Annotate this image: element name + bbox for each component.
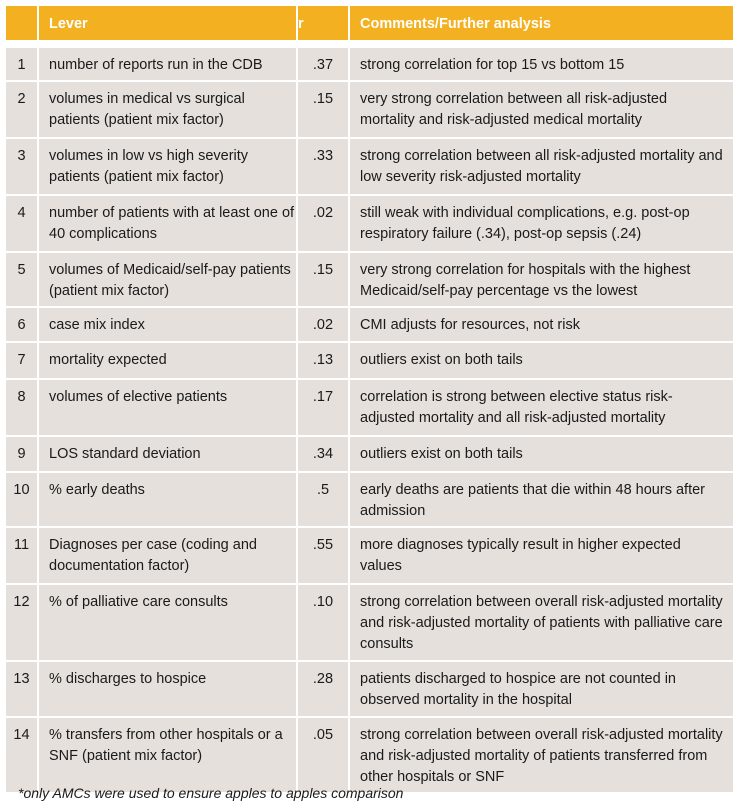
header-r: r (297, 5, 349, 41)
row-comment: very strong correlation between all risk-adjusted mortality and risk-adjusted medical mortality (349, 81, 734, 138)
table-row (5, 138, 734, 195)
row-lever: volumes of elective patients (38, 379, 297, 436)
row-comment: strong correlation between all risk-adjusted mortality and low severity risk-adjusted mortality (349, 138, 734, 195)
row-r-value: .05 (297, 717, 349, 793)
table-row (5, 436, 734, 472)
table-row (5, 195, 734, 252)
table-row (5, 47, 734, 81)
table-row (5, 342, 734, 379)
row-comment: strong correlation between overall risk-adjusted mortality and risk-adjusted mortality of patients transferred from other hospitals or SNF (349, 717, 734, 793)
row-number: 11 (5, 527, 38, 584)
row-lever: number of patients with at least one of 40 complications (38, 195, 297, 252)
row-number: 4 (5, 195, 38, 252)
row-comment: outliers exist on both tails (349, 342, 734, 379)
table-row (5, 661, 734, 717)
row-number: 13 (5, 661, 38, 717)
row-r-value: .02 (297, 307, 349, 342)
table-body (5, 41, 734, 793)
table-row (5, 472, 734, 527)
row-lever: % early deaths (38, 472, 297, 527)
row-lever: case mix index (38, 307, 297, 342)
footnote: *only AMCs were used to ensure apples to apples comparison (18, 785, 404, 801)
row-comment: correlation is strong between elective status risk-adjusted mortality and all risk-adjusted mortality (349, 379, 734, 436)
row-r-value: .37 (297, 47, 349, 81)
row-comment: outliers exist on both tails (349, 436, 734, 472)
row-r-value: .33 (297, 138, 349, 195)
row-number: 5 (5, 252, 38, 307)
row-lever: Diagnoses per case (coding and documentation factor) (38, 527, 297, 584)
row-lever: LOS standard deviation (38, 436, 297, 472)
row-lever: % discharges to hospice (38, 661, 297, 717)
row-r-value: .5 (297, 472, 349, 527)
row-r-value: .15 (297, 252, 349, 307)
row-r-value: .17 (297, 379, 349, 436)
row-number: 12 (5, 584, 38, 661)
row-lever: % transfers from other hospitals or a SNF (patient mix factor) (38, 717, 297, 793)
row-comment: more diagnoses typically result in higher expected values (349, 527, 734, 584)
row-r-value: .55 (297, 527, 349, 584)
table-row (5, 81, 734, 138)
row-comment: CMI adjusts for resources, not risk (349, 307, 734, 342)
row-number: 3 (5, 138, 38, 195)
table-row (5, 307, 734, 342)
table-row (5, 527, 734, 584)
header-num (5, 5, 38, 41)
row-lever: mortality expected (38, 342, 297, 379)
row-number: 10 (5, 472, 38, 527)
table-header-row (5, 5, 734, 41)
levers-table (4, 4, 735, 794)
table-row (5, 252, 734, 307)
row-r-value: .28 (297, 661, 349, 717)
row-number: 9 (5, 436, 38, 472)
row-lever: volumes in medical vs surgical patients (patient mix factor) (38, 81, 297, 138)
row-comment: strong correlation for top 15 vs bottom 15 (349, 47, 734, 81)
table-row (5, 379, 734, 436)
row-comment: very strong correlation for hospitals with the highest Medicaid/self-pay percentage vs the lowest (349, 252, 734, 307)
header-lever: Lever (38, 5, 297, 41)
row-comment: patients discharged to hospice are not counted in observed mortality in the hospital (349, 661, 734, 717)
row-number: 6 (5, 307, 38, 342)
row-r-value: .34 (297, 436, 349, 472)
row-number: 8 (5, 379, 38, 436)
row-lever: volumes of Medicaid/self-pay patients (patient mix factor) (38, 252, 297, 307)
row-lever: number of reports run in the CDB (38, 47, 297, 81)
row-r-value: .15 (297, 81, 349, 138)
row-number: 2 (5, 81, 38, 138)
row-lever: volumes in low vs high severity patients (patient mix factor) (38, 138, 297, 195)
row-lever: % of palliative care consults (38, 584, 297, 661)
row-comment: early deaths are patients that die within 48 hours after admission (349, 472, 734, 527)
table-row (5, 584, 734, 661)
row-r-value: .10 (297, 584, 349, 661)
row-r-value: .13 (297, 342, 349, 379)
row-comment: strong correlation between overall risk-adjusted mortality and risk-adjusted mortality of patients with palliative care consults (349, 584, 734, 661)
table-row (5, 717, 734, 793)
row-number: 1 (5, 47, 38, 81)
header-comments: Comments/Further analysis (349, 5, 734, 41)
row-r-value: .02 (297, 195, 349, 252)
row-number: 14 (5, 717, 38, 793)
row-comment: still weak with individual complications, e.g. post-op respiratory failure (.34), post-op sepsis (.24) (349, 195, 734, 252)
row-number: 7 (5, 342, 38, 379)
